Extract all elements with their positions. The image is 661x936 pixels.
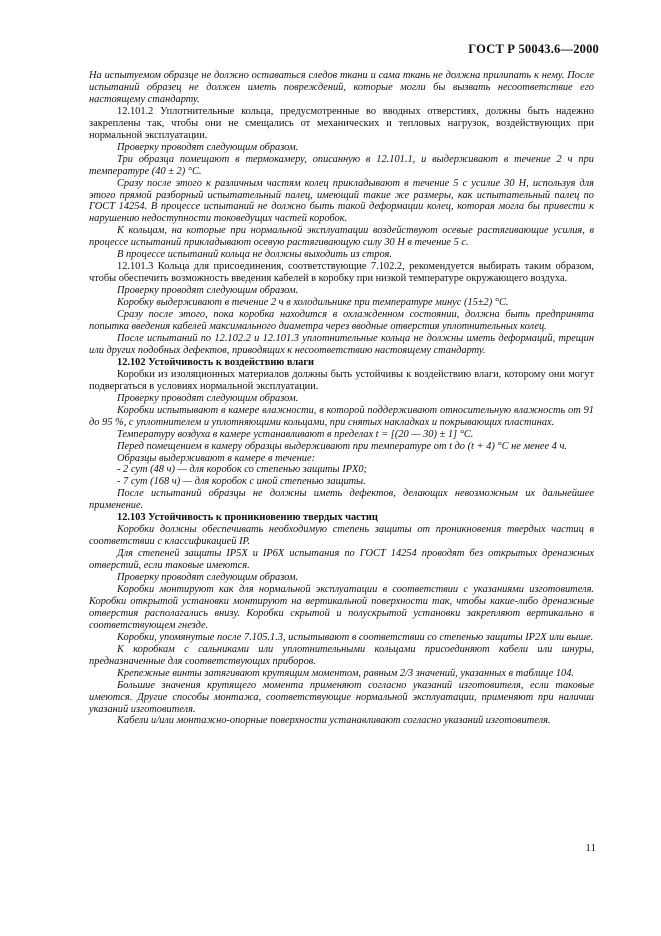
paragraph: Три образца помещают в термокамеру, описанную в 12.101.1, и выдерживают в течение 2 ч при температуре (40 ± 2) °С.: [89, 153, 594, 177]
section-heading: 12.103 Устойчивость к проникновению твердых частиц: [117, 512, 378, 524]
paragraph: 12.101.3 Кольца для присоединения, соответствующие 7.102.2, рекомендуется выбирать таким образом, чтобы обеспечить возможность введения кабелей в коробку при низкой температуре окружающего воздуха.: [89, 261, 594, 285]
paragraph: Коробки, упомянутые после 7.105.1.3, испытывают в соответствии со степенью защиты IP2X или выше.: [117, 631, 594, 643]
paragraph: 12.101.2 Уплотнительные кольца, предусмотренные во вводных отверстиях, должны быть надежно закреплены так, чтобы они не смещались от механических и тепловых нагрузок, воздействующих при нормальной эксплуатации.: [89, 105, 594, 141]
paragraph: Коробки испытывают в камере влажности, в которой поддерживают относительную влажность от 91 до 95 %, с уплотнителем и уплотняющими кольцами, при снятых накладках и покрывающих пластинах.: [89, 404, 594, 428]
paragraph: Проверку проводят следующим образом.: [117, 572, 299, 584]
paragraph: Проверку проводят следующим образом.: [117, 392, 299, 404]
paragraph: Проверку проводят следующим образом.: [117, 141, 299, 153]
section-heading: 12.102 Устойчивость к воздействию влаги: [117, 356, 315, 368]
paragraph: Большие значения крутящего момента применяют согласно указаний изготовителя, если таковые имеются. Другие способы монтажа, соответствующие нормальной эксплуатации, применяют при наличии указаний изготовителя.: [89, 679, 594, 715]
document-body: [89, 70, 594, 727]
document-header: ГОСТ Р 50043.6—2000: [468, 42, 599, 56]
paragraph: Сразу после этого к различным частям колец прикладывают в течение 5 с усилие 30 Н, используя для этого прямой разборный испытательный палец, имеющий такие же размеры, как испытательный палец по ГОСТ 14254. В процессе испытаний не должно быть такой деформации колец, которая могла бы привести к нарушению недоступности токоведущих частей коробок.: [89, 177, 594, 225]
paragraph: Сразу после этого, пока коробка находится в охлажденном состоянии, должна быть предпринята попытка введения кабелей максимального диаметра через вводные отверстия уплотнительных колец.: [89, 309, 594, 333]
paragraph: Коробку выдерживают в течение 2 ч в холодильнике при температуре минус (15±2) °С.: [117, 297, 509, 309]
paragraph: Крепежные винты затягивают крутящим моментом, равным 2/3 значений, указанных в таблице 104.: [117, 667, 575, 679]
page-number: 11: [585, 842, 596, 854]
paragraph: Коробки должны обеспечивать необходимую степень защиты от проникновения твердых частиц в соответствии с классификацией IP.: [89, 524, 594, 548]
paragraph: На испытуемом образце не должно оставаться следов ткани и сама ткань не должна прилипать к нему. После испытаний образец не должен иметь повреждений, которые могли бы вызвать несоответствие его настоящему стандарту.: [89, 70, 594, 105]
paragraph: Температуру воздуха в камере устанавливают в пределах t = [(20 — 30) ± 1] °С.: [117, 428, 474, 440]
paragraph: После испытаний по 12.102.2 и 12.101.3 уплотнительные кольца не должны иметь деформаций, трещин или других подобных дефектов, приводящих к несоответствию настоящему стандарту.: [89, 332, 594, 356]
paragraph: После испытаний образцы не должны иметь дефектов, делающих невозможным их дальнейшее применение.: [89, 488, 594, 512]
paragraph: В процессе испытаний кольца не должны выходить из строя.: [117, 249, 392, 261]
list-item: - 2 сут (48 ч) — для коробок со степенью защиты IPX0;: [117, 464, 367, 476]
paragraph: Образцы выдерживают в камере в течение:: [117, 452, 316, 464]
paragraph: Для степеней защиты IP5X и IP6X испытания по ГОСТ 14254 проводят без открытых дренажных отверстий, если таковые имеются.: [89, 548, 594, 572]
paragraph: Кабели и/или монтажно-опорные поверхности устанавливают согласно указаний изготовителя.: [117, 715, 551, 727]
paragraph: Проверку проводят следующим образом.: [117, 285, 299, 297]
paragraph: Коробки из изоляционных материалов должны быть устойчивы к воздействию влаги, которому они могут подвергаться в условиях нормальной эксплуатации.: [89, 368, 594, 392]
paragraph: Перед помещением в камеру образцы выдерживают при температуре от t до (t + 4) °С не менее 4 ч.: [117, 440, 568, 452]
paragraph: К коробкам с сальниками или уплотнительными кольцами присоединяют кабели или шнуры, предназначенные для соответствующих приборов.: [89, 643, 594, 667]
list-item: - 7 сут (168 ч) — для коробок с иной степенью защиты.: [117, 476, 366, 488]
paragraph: Коробки монтируют как для нормальной эксплуатации в соответствии с указаниями изготовителя. Коробки открытой установки монтируют на вертикальной поверхности так, чтобы какие-либо дренажные отверстия располагались внизу. Коробки скрытой и полускрытой установки закрепляют вертикально в соответствующем гнезде.: [89, 583, 594, 631]
paragraph: К кольцам, на которые при нормальной эксплуатации воздействуют осевые растягивающие усилия, в процессе испытаний прикладывают осевую растягивающую силу 30 Н в течение 5 с.: [89, 225, 594, 249]
